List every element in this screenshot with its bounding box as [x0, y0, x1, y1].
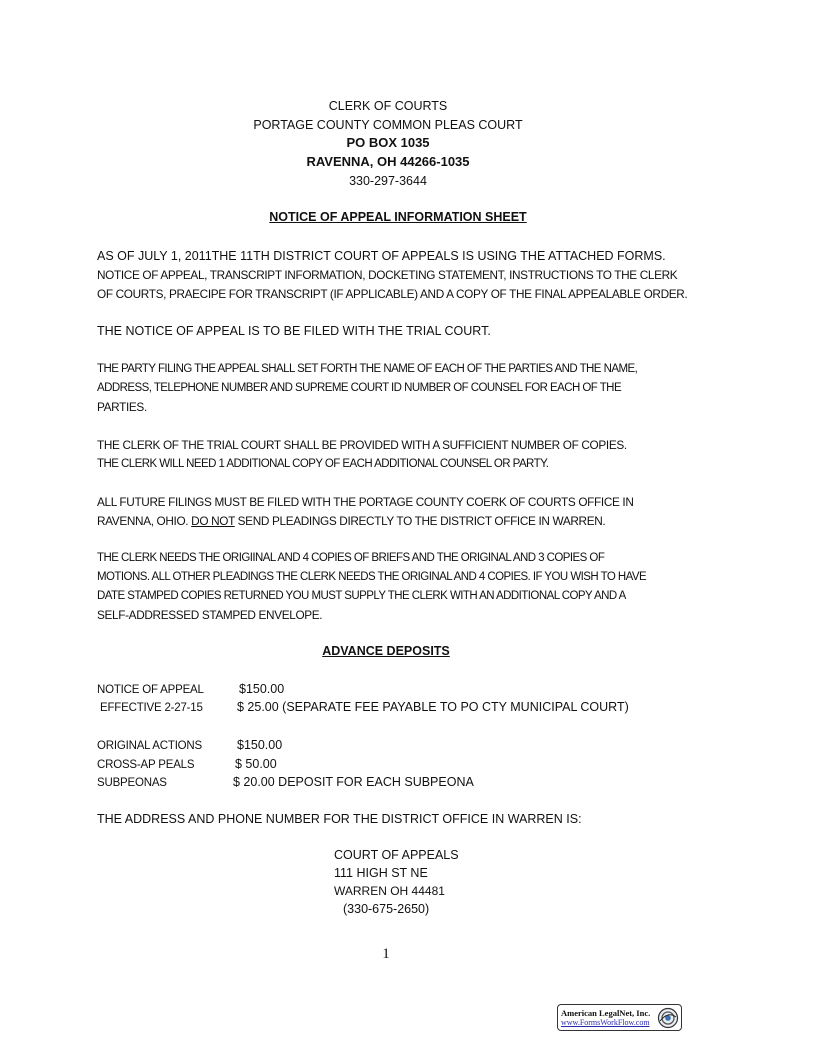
logo-url-link[interactable]: www.FormsWorkFlow.com: [561, 1018, 650, 1027]
para1-line2: NOTICE OF APPEAL, TRANSCRIPT INFORMATION, DOCKETING STATEMENT, INSTRUCTIONS TO THE CLERK: [97, 268, 678, 282]
document-title: NOTICE OF APPEAL INFORMATION SHEET: [269, 210, 527, 224]
do-not-emphasis: DO NOT: [191, 514, 235, 528]
fee-label: EFFECTIVE 2-27-15: [100, 702, 203, 714]
para6-line2: MOTIONS. ALL OTHER PLEADINGS THE CLERK NEEDS THE ORIGINAL AND 4 COPIES. IF YOU WISH TO HAVE: [97, 571, 647, 583]
fee-value: $150.00: [237, 738, 283, 752]
district-address-line3: WARREN OH 44481: [334, 884, 445, 898]
district-office-intro: THE ADDRESS AND PHONE NUMBER FOR THE DISTRICT OFFICE IN WARREN IS:: [97, 812, 582, 826]
fee-label: NOTICE OF APPEAL: [97, 684, 204, 696]
para3-line2: ADDRESS, TELEPHONE NUMBER AND SUPREME COURT ID NUMBER OF COUNSEL FOR EACH OF THE: [97, 382, 622, 394]
para4-line1: THE CLERK OF THE TRIAL COURT SHALL BE PROVIDED WITH A SUFFICIENT NUMBER OF COPIES.: [97, 438, 627, 452]
district-address-line2: 111 HIGH ST NE: [334, 866, 428, 880]
fee-value: $150.00: [239, 682, 285, 696]
logo-company-name: American LegalNet, Inc.: [561, 1008, 651, 1018]
header-phone: 330-297-3644: [349, 174, 427, 188]
para5-line1: ALL FUTURE FILINGS MUST BE FILED WITH THE PORTAGE COUNTY COERK OF COURTS OFFICE IN: [97, 495, 634, 509]
fee-value: $ 25.00 (SEPARATE FEE PAYABLE TO PO CTY MUNICIPAL COURT): [237, 700, 629, 714]
para2: THE NOTICE OF APPEAL IS TO BE FILED WITH THE TRIAL COURT.: [97, 324, 491, 338]
fee-value: $ 50.00: [235, 757, 277, 771]
fee-row: [97, 680, 284, 700]
globe-swirl-icon: [657, 1007, 679, 1029]
fee-row: [97, 736, 282, 756]
american-legalnet-logo[interactable]: [557, 1004, 682, 1031]
district-address-line1: COURT OF APPEALS: [334, 848, 459, 862]
para6-line3: DATE STAMPED COPIES RETURNED YOU MUST SUPPLY THE CLERK WITH AN ADDITIONAL COPY AND A: [97, 590, 626, 602]
fee-row: [100, 698, 629, 718]
para1-line1: AS OF JULY 1, 2011THE 11TH DISTRICT COURT OF APPEALS IS USING THE ATTACHED FORMS.: [97, 249, 666, 263]
district-phone: (330-675-2650): [343, 902, 430, 916]
fee-label: ORIGINAL ACTIONS: [97, 740, 203, 752]
para3-line1: THE PARTY FILING THE APPEAL SHALL SET FORTH THE NAME OF EACH OF THE PARTIES AND THE NAME,: [97, 363, 638, 375]
para3-line3: PARTIES.: [97, 400, 147, 414]
header-po-box: PO BOX 1035: [346, 135, 430, 150]
para5-line2: [97, 512, 697, 531]
page-number: 1: [382, 946, 390, 962]
para4-line2: THE CLERK WILL NEED 1 ADDITIONAL COPY OF EACH ADDITIONAL COUNSEL OR PARTY.: [97, 458, 549, 470]
header-clerk-of-courts: CLERK OF COURTS: [328, 99, 448, 113]
para6-line1: THE CLERK NEEDS THE ORIGIINAL AND 4 COPIES OF BRIEFS AND THE ORIGINAL AND 3 COPIES OF: [97, 552, 605, 564]
advance-deposits-title: ADVANCE DEPOSITS: [322, 644, 450, 658]
header-court-name: PORTAGE COUNTY COMMON PLEAS COURT: [253, 118, 523, 132]
para6-line4: SELF-ADDRESSED STAMPED ENVELOPE.: [97, 608, 323, 622]
para5-line2-start: RAVENNA, OHIO.: [97, 514, 192, 528]
fee-label: CROSS-AP PEALS: [97, 759, 195, 771]
fee-label: SUBPEONAS: [97, 777, 167, 789]
fee-row: [97, 755, 277, 775]
para1-line3: OF COURTS, PRAECIPE FOR TRANSCRIPT (IF APPLICABLE) AND A COPY OF THE FINAL APPEALABLE ORDER.: [97, 287, 688, 301]
header-city-state-zip: RAVENNA, OH 44266-1035: [306, 154, 470, 169]
fee-row: [97, 773, 474, 793]
para5-line2-end: SEND PLEADINGS DIRECTLY TO THE DISTRICT OFFICE IN WARREN.: [234, 514, 606, 528]
fee-value: $ 20.00 DEPOSIT FOR EACH SUBPEONA: [233, 775, 474, 789]
